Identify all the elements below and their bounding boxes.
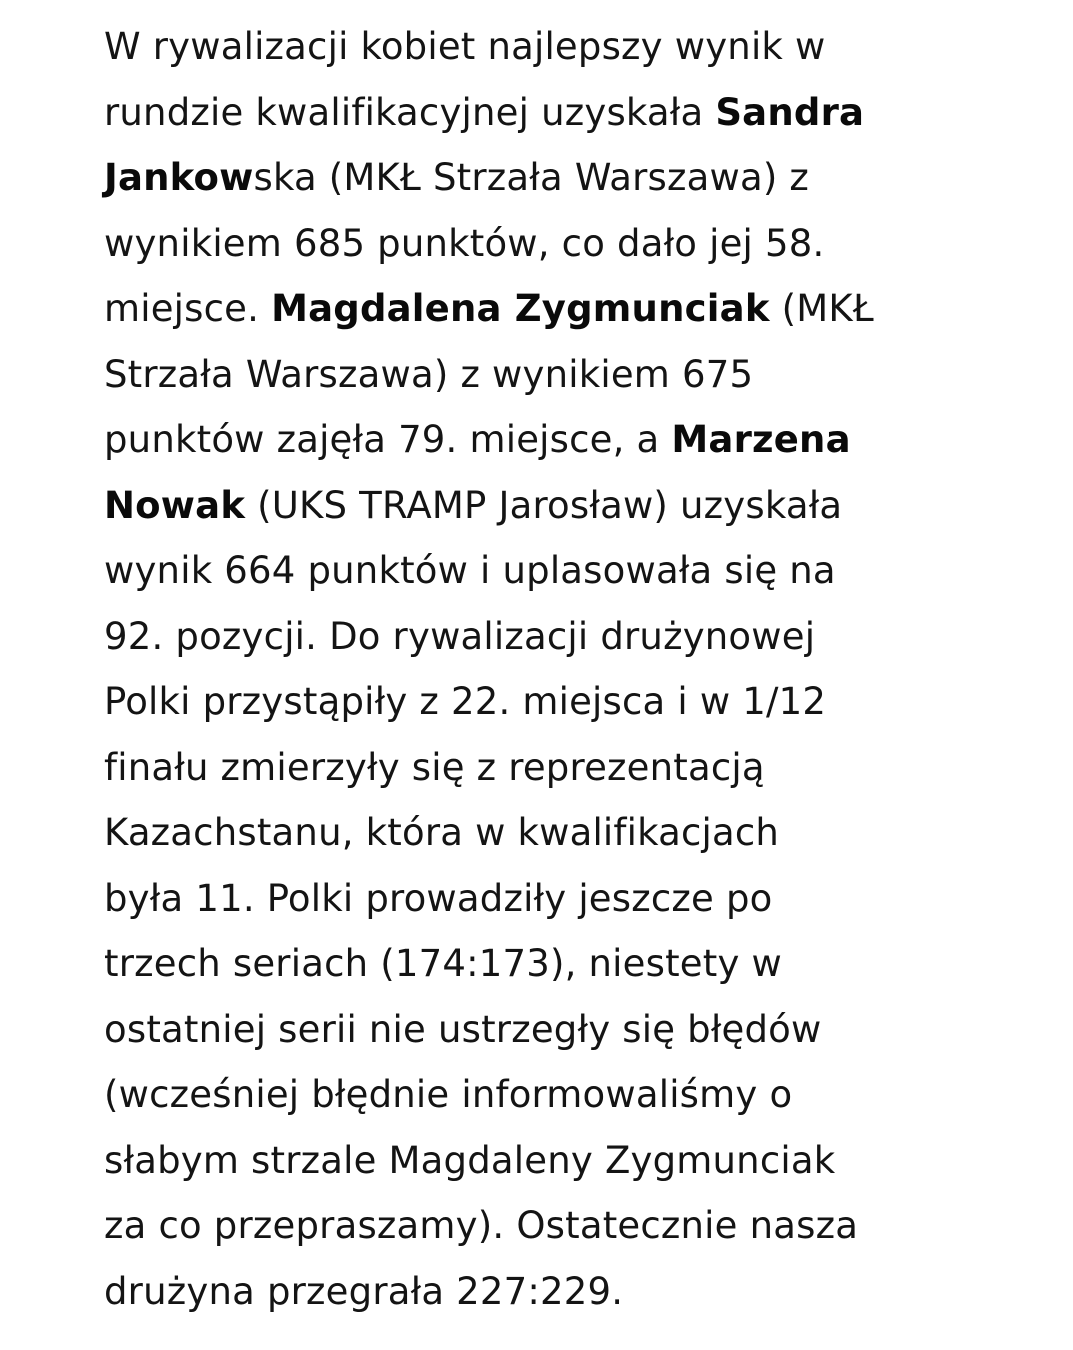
text-line bbox=[104, 604, 1004, 670]
text-line bbox=[104, 800, 1004, 866]
bold-name: Sandra bbox=[715, 90, 865, 134]
text-line bbox=[104, 276, 1004, 342]
text-segment: Strzała Warszawa) z wynikiem 675 bbox=[104, 352, 754, 396]
text-line bbox=[104, 931, 1004, 997]
bold-name: Magdalena Zygmunciak bbox=[271, 287, 770, 330]
text-segment: za co przepraszamy). Ostatecznie nasza bbox=[104, 1204, 859, 1247]
text-line bbox=[104, 1193, 1004, 1259]
text-line bbox=[104, 538, 1004, 604]
text-segment: finału zmierzyły się z reprezentacją bbox=[104, 745, 765, 789]
text-line bbox=[104, 80, 1004, 146]
text-segment: Kazachstanu, która w kwalifikacjach bbox=[104, 811, 780, 854]
text-segment: Polki przystąpiły z 22. miejsca i w 1/12 bbox=[104, 680, 827, 723]
bold-name: Jankow bbox=[104, 156, 254, 199]
text-segment: była 11. Polki prowadziły jeszcze po bbox=[104, 876, 773, 920]
text-segment: drużyna przegrała 227:229. bbox=[104, 1269, 624, 1313]
text-line bbox=[104, 669, 1004, 735]
text-segment: ska (MKŁ Strzała Warszawa) z bbox=[253, 156, 810, 199]
text-line bbox=[104, 1128, 1004, 1194]
text-segment: trzech seriach (174:173), niestety w bbox=[104, 942, 782, 985]
text-line bbox=[104, 735, 1004, 801]
text-segment: (wcześniej błędnie informowaliśmy o bbox=[104, 1073, 793, 1116]
text-line bbox=[104, 145, 1004, 211]
text-segment: miejsce. bbox=[104, 287, 272, 330]
bold-name: Marzena bbox=[671, 418, 851, 461]
text-segment: wynikiem 685 punktów, co dało jej 58. bbox=[104, 221, 825, 265]
text-line bbox=[104, 866, 1004, 932]
text-segment: wynik 664 punktów i uplasowała się na bbox=[104, 549, 836, 592]
bold-name: Nowak bbox=[104, 483, 246, 527]
article-body bbox=[104, 14, 1004, 1324]
text-line bbox=[104, 473, 1004, 539]
text-segment: (MKŁ bbox=[769, 287, 874, 330]
text-segment: W rywalizacji kobiet najlepszy wynik w bbox=[104, 25, 826, 68]
text-segment: rundzie kwalifikacyjnej uzyskała bbox=[104, 90, 716, 134]
text-line bbox=[104, 997, 1004, 1063]
text-segment: ostatniej serii nie ustrzegły się błędów bbox=[104, 1007, 822, 1051]
text-segment: słabym strzale Magdaleny Zygmunciak bbox=[104, 1138, 836, 1182]
text-segment: punktów zajęła 79. miejsce, a bbox=[104, 418, 672, 461]
text-segment: (UKS TRAMP Jarosław) uzyskała bbox=[245, 483, 843, 527]
text-line bbox=[104, 1062, 1004, 1128]
text-line bbox=[104, 407, 1004, 473]
text-line bbox=[104, 1259, 1004, 1325]
text-segment: 92. pozycji. Do rywalizacji drużynowej bbox=[104, 614, 816, 658]
text-line bbox=[104, 211, 1004, 277]
text-line bbox=[104, 342, 1004, 408]
text-line bbox=[104, 14, 1004, 80]
